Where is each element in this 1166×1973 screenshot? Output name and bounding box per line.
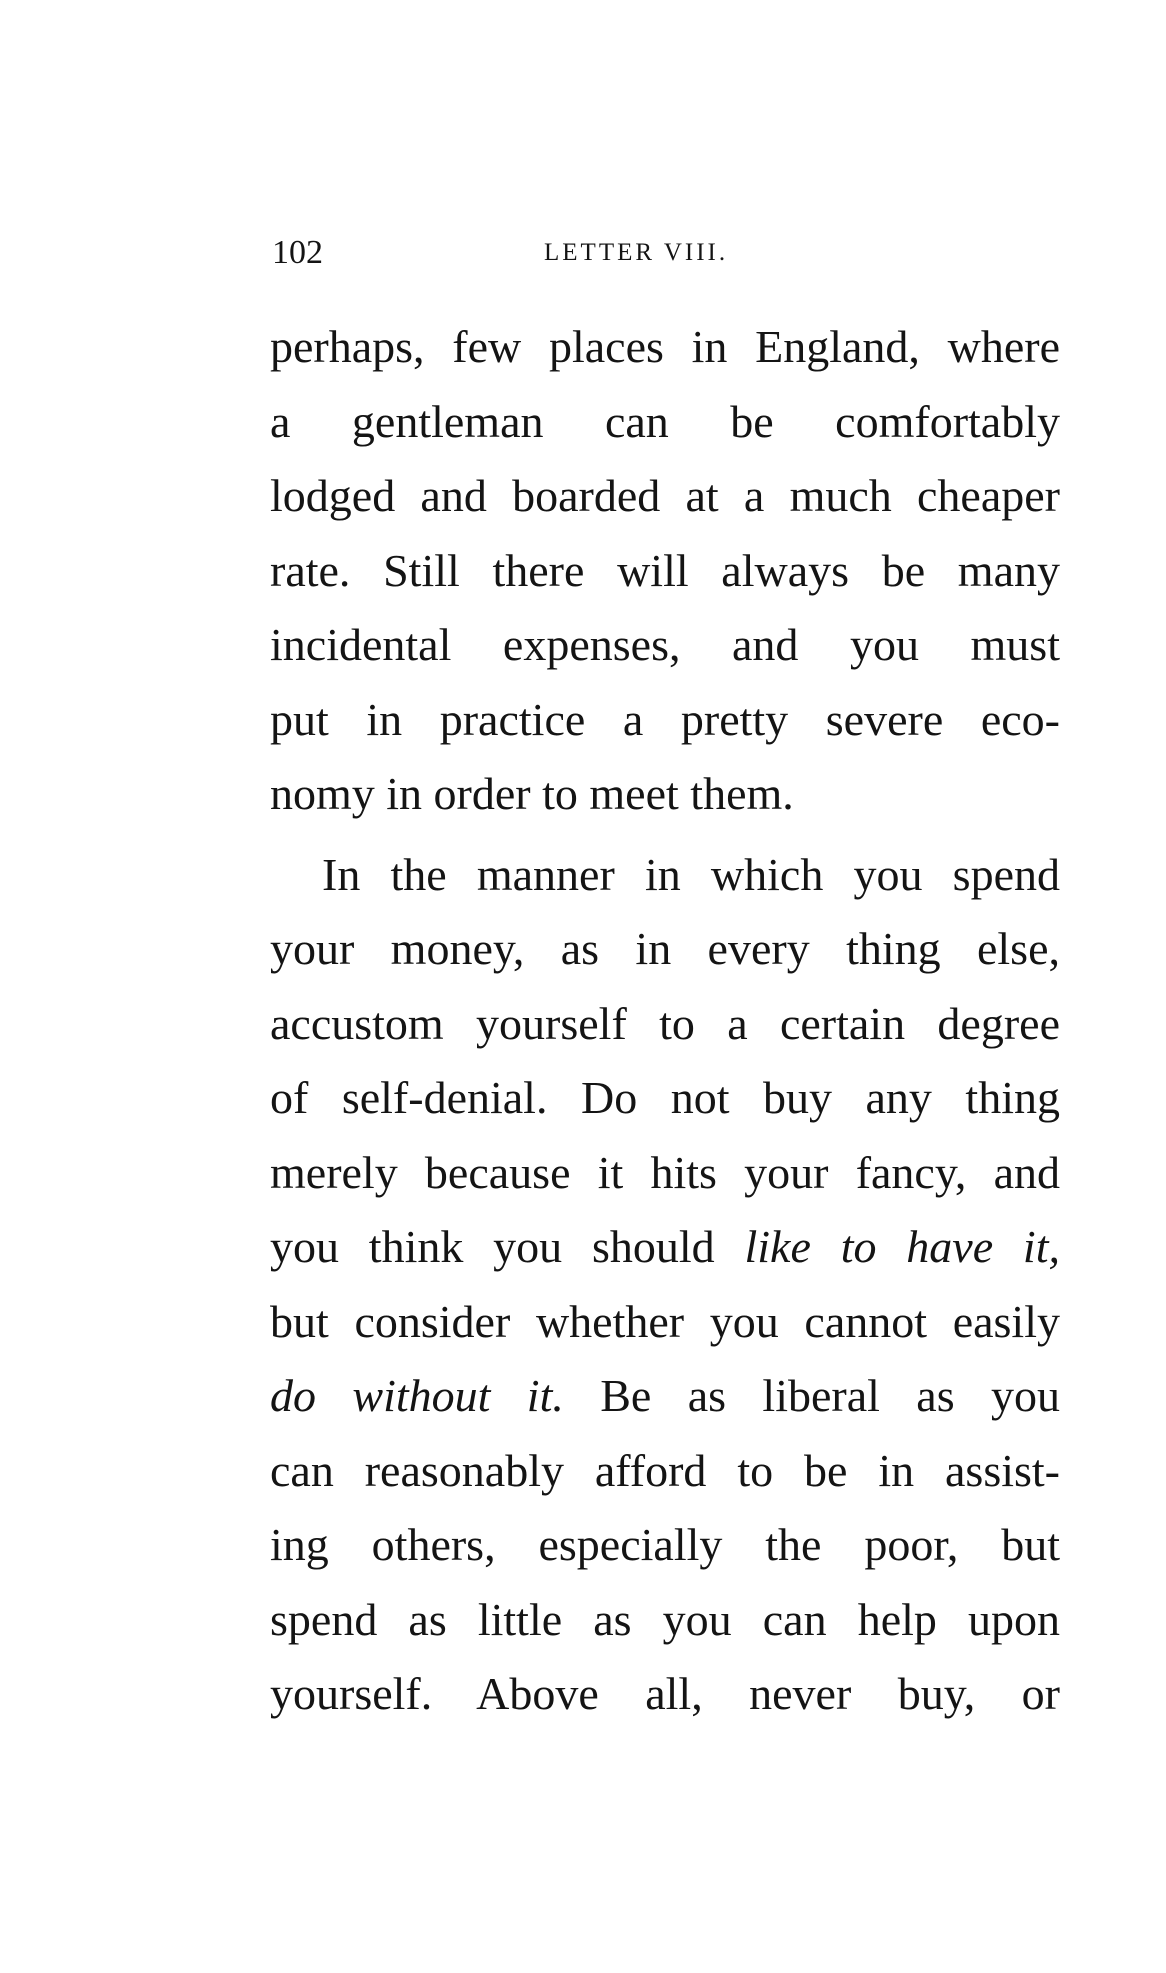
text-line: yourself. Above all, never buy, or bbox=[270, 1668, 1060, 1719]
text-line: incidental expenses, and you must bbox=[270, 619, 1060, 670]
page-number: 102 bbox=[272, 234, 323, 271]
text-line: a gentleman can be comfortably bbox=[270, 395, 1060, 447]
text-line: rate. Still there will always be many bbox=[270, 544, 1060, 596]
text-line bbox=[270, 1359, 1060, 1434]
paragraph bbox=[270, 310, 1060, 832]
italic-run: like to have it, bbox=[744, 1221, 1060, 1272]
text-run: you think you should bbox=[270, 1221, 745, 1272]
paragraph bbox=[270, 838, 1060, 1732]
text-line: lodged and boarded at a much cheaper bbox=[270, 470, 1060, 521]
text-line: In the manner in which you spend bbox=[322, 848, 1060, 900]
italic-run: do without it. bbox=[270, 1370, 564, 1421]
text-line: ing others, especially the poor, but bbox=[270, 1519, 1060, 1570]
running-head: LETTER VIII. bbox=[544, 239, 729, 266]
text-line: but consider whether you cannot easily bbox=[270, 1295, 1060, 1347]
text-run: Be as liberal as you bbox=[563, 1370, 1060, 1421]
text-line: of self-denial. Do not buy any thing bbox=[270, 1072, 1060, 1123]
text-line: spend as little as you can help upon bbox=[270, 1593, 1060, 1645]
text-line: put in practice a pretty severe eco- bbox=[270, 693, 1060, 745]
text-line bbox=[270, 1210, 1060, 1285]
text-line: merely because it hits your fancy, and bbox=[270, 1146, 1060, 1198]
text-line: perhaps, few places in England, where bbox=[270, 321, 1060, 372]
body-text bbox=[270, 310, 1060, 1732]
text-line: your money, as in every thing else, bbox=[270, 923, 1060, 974]
text-line: can reasonably afford to be in assist- bbox=[270, 1444, 1060, 1496]
page-header bbox=[272, 228, 1072, 278]
text-line: accustom yourself to a certain degree bbox=[270, 997, 1060, 1049]
text-line: nomy in order to meet them. bbox=[270, 768, 794, 819]
